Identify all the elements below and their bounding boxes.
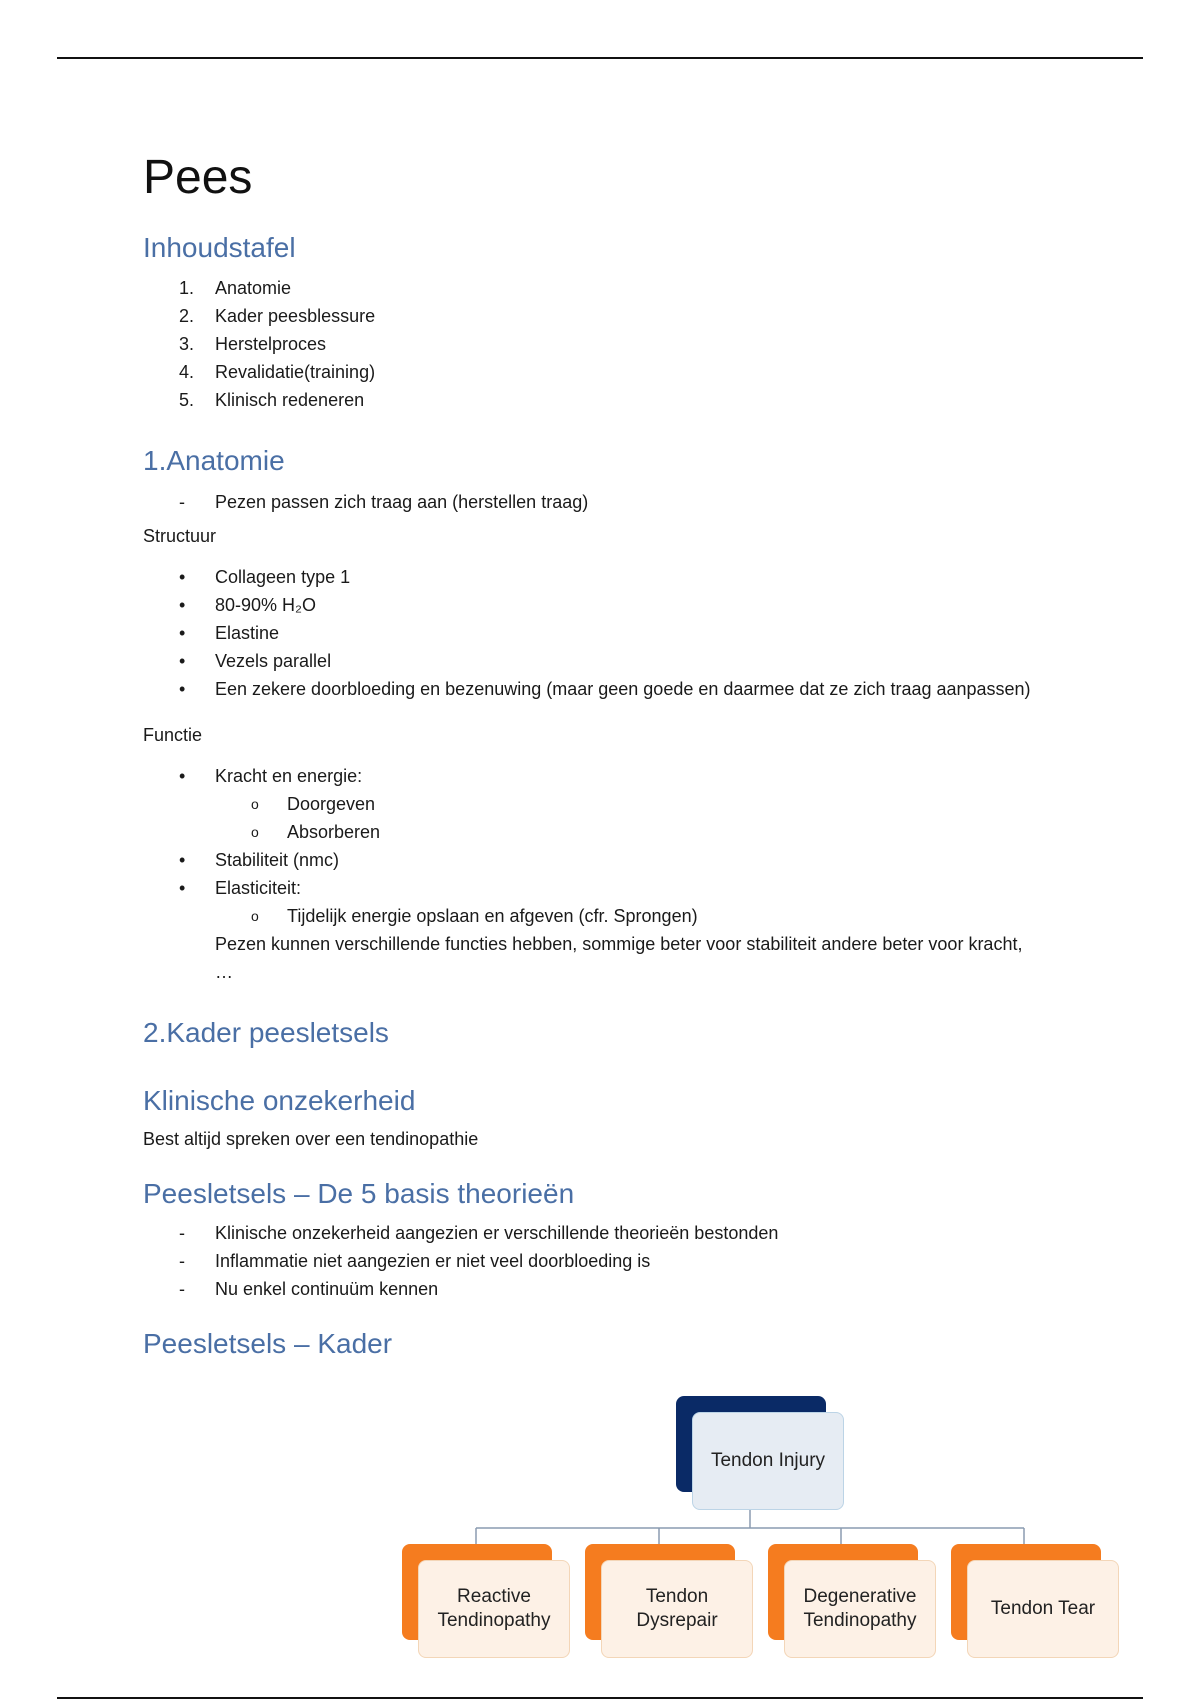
list-item (143, 1275, 1043, 1303)
bottom-rule (57, 1697, 1143, 1699)
node-label (601, 1560, 753, 1658)
theories-heading: Peesletsels – De 5 basis theorieën (143, 1178, 575, 1210)
list-item-text: Kracht en energie: (215, 765, 363, 786)
toc-label: Herstelproces (215, 334, 327, 355)
list-item (143, 762, 1043, 790)
dash-marker: - (179, 491, 185, 512)
list-item-text: Klinische onzekerheid aangezien er verschillende theorieën bestonden (215, 1222, 779, 1243)
bullet-marker: • (179, 765, 186, 786)
bullet-marker: • (179, 566, 186, 587)
list-item-text: 80-90% H₂O (215, 594, 317, 615)
list-item-text: Een zekere doorbloeding en bezenuwing (maar geen goede en daarmee dat ze zich traag aanpassen) (215, 678, 1031, 699)
toc-number: 2. (179, 306, 195, 327)
toc-item (143, 330, 1043, 358)
list-item (143, 874, 1043, 902)
anatomy-intro-list (143, 488, 1043, 516)
toc-item (143, 386, 1043, 414)
toc-item (143, 274, 1043, 302)
toc-item (143, 358, 1043, 386)
circle-marker: o (251, 823, 259, 840)
circle-marker: o (251, 795, 259, 812)
elasticity-sublist (143, 902, 1043, 930)
node-line: Degenerative (803, 1586, 917, 1607)
list-item (143, 619, 1043, 647)
dash-marker: - (179, 1250, 185, 1271)
list-item (143, 902, 1043, 930)
toc-label: Anatomie (215, 278, 292, 299)
function-note: Pezen kunnen verschillende functies hebben, sommige beter voor stabiliteit andere beter voor kracht, … (215, 933, 1023, 982)
toc-heading: Inhoudstafel (143, 231, 296, 263)
document-body (143, 140, 1043, 1368)
list-item (143, 1247, 1043, 1275)
structure-list (143, 563, 1043, 703)
list-item-text: Elasticiteit: (215, 877, 302, 898)
list-item (143, 488, 1043, 516)
list-item (143, 818, 1043, 846)
toc-label: Revalidatie(training) (215, 362, 376, 383)
force-sublist (143, 790, 1043, 846)
uncertainty-heading: Klinische onzekerheid (143, 1084, 416, 1116)
node-label (418, 1560, 570, 1658)
node-line: Dysrepair (636, 1610, 718, 1631)
list-item-text: Vezels parallel (215, 650, 332, 671)
structure-label: Structuur (143, 525, 217, 546)
list-item-text: Collageen type 1 (215, 566, 351, 587)
function-label: Functie (143, 724, 203, 745)
framework-heading: 2.Kader peesletsels (143, 1016, 389, 1048)
toc-number: 3. (179, 334, 195, 355)
toc-list (143, 274, 1043, 414)
toc-item (143, 302, 1043, 330)
node-label (784, 1560, 936, 1658)
theories-list (143, 1219, 1043, 1303)
node-line: Reactive (457, 1586, 531, 1607)
list-item (143, 790, 1043, 818)
list-item (143, 1219, 1043, 1247)
list-item-text: Absorberen (287, 821, 381, 842)
node-line: Tendinopathy (803, 1610, 917, 1631)
list-item (143, 647, 1043, 675)
list-item-text: Elastine (215, 622, 280, 643)
tendon-injury-diagram (400, 1396, 1120, 1696)
toc-label: Klinisch redeneren (215, 390, 365, 411)
bullet-marker: • (179, 877, 186, 898)
bullet-marker: • (179, 678, 186, 699)
node-label: Tendon Tear (967, 1560, 1119, 1658)
bullet-marker: • (179, 650, 186, 671)
list-item-text: Stabiliteit (nmc) (215, 849, 340, 870)
dash-marker: - (179, 1222, 185, 1243)
toc-number: 1. (179, 278, 195, 299)
node-line: Tendon (645, 1586, 709, 1607)
bullet-marker: • (179, 594, 186, 615)
top-rule (57, 57, 1143, 59)
toc-number: 5. (179, 390, 195, 411)
list-item (143, 591, 1043, 619)
list-item (143, 563, 1043, 591)
bullet-marker: • (179, 622, 186, 643)
function-list-continued (143, 846, 1043, 902)
list-item-text: Inflammatie niet aangezien er niet veel doorbloeding is (215, 1250, 651, 1271)
list-item-text: Doorgeven (287, 793, 376, 814)
function-list (143, 762, 1043, 790)
kader-heading: Peesletsels – Kader (143, 1327, 393, 1359)
uncertainty-text: Best altijd spreken over een tendinopathie (143, 1129, 479, 1150)
list-item (143, 675, 1043, 703)
page-title: Pees (143, 151, 253, 204)
toc-label: Kader peesblessure (215, 306, 376, 327)
bullet-marker: • (179, 849, 186, 870)
toc-number: 4. (179, 362, 195, 383)
node-label: Tendon Injury (692, 1412, 844, 1510)
list-item-text: Nu enkel continuüm kennen (215, 1278, 439, 1299)
anatomy-heading: 1.Anatomie (143, 445, 285, 477)
dash-marker: - (179, 1278, 185, 1299)
list-item (143, 846, 1043, 874)
anatomy-intro: Pezen passen zich traag aan (herstellen traag) (215, 491, 589, 512)
node-line: Tendinopathy (437, 1610, 551, 1631)
circle-marker: o (251, 907, 259, 924)
list-item-text: Tijdelijk energie opslaan en afgeven (cfr. Sprongen) (287, 905, 698, 926)
